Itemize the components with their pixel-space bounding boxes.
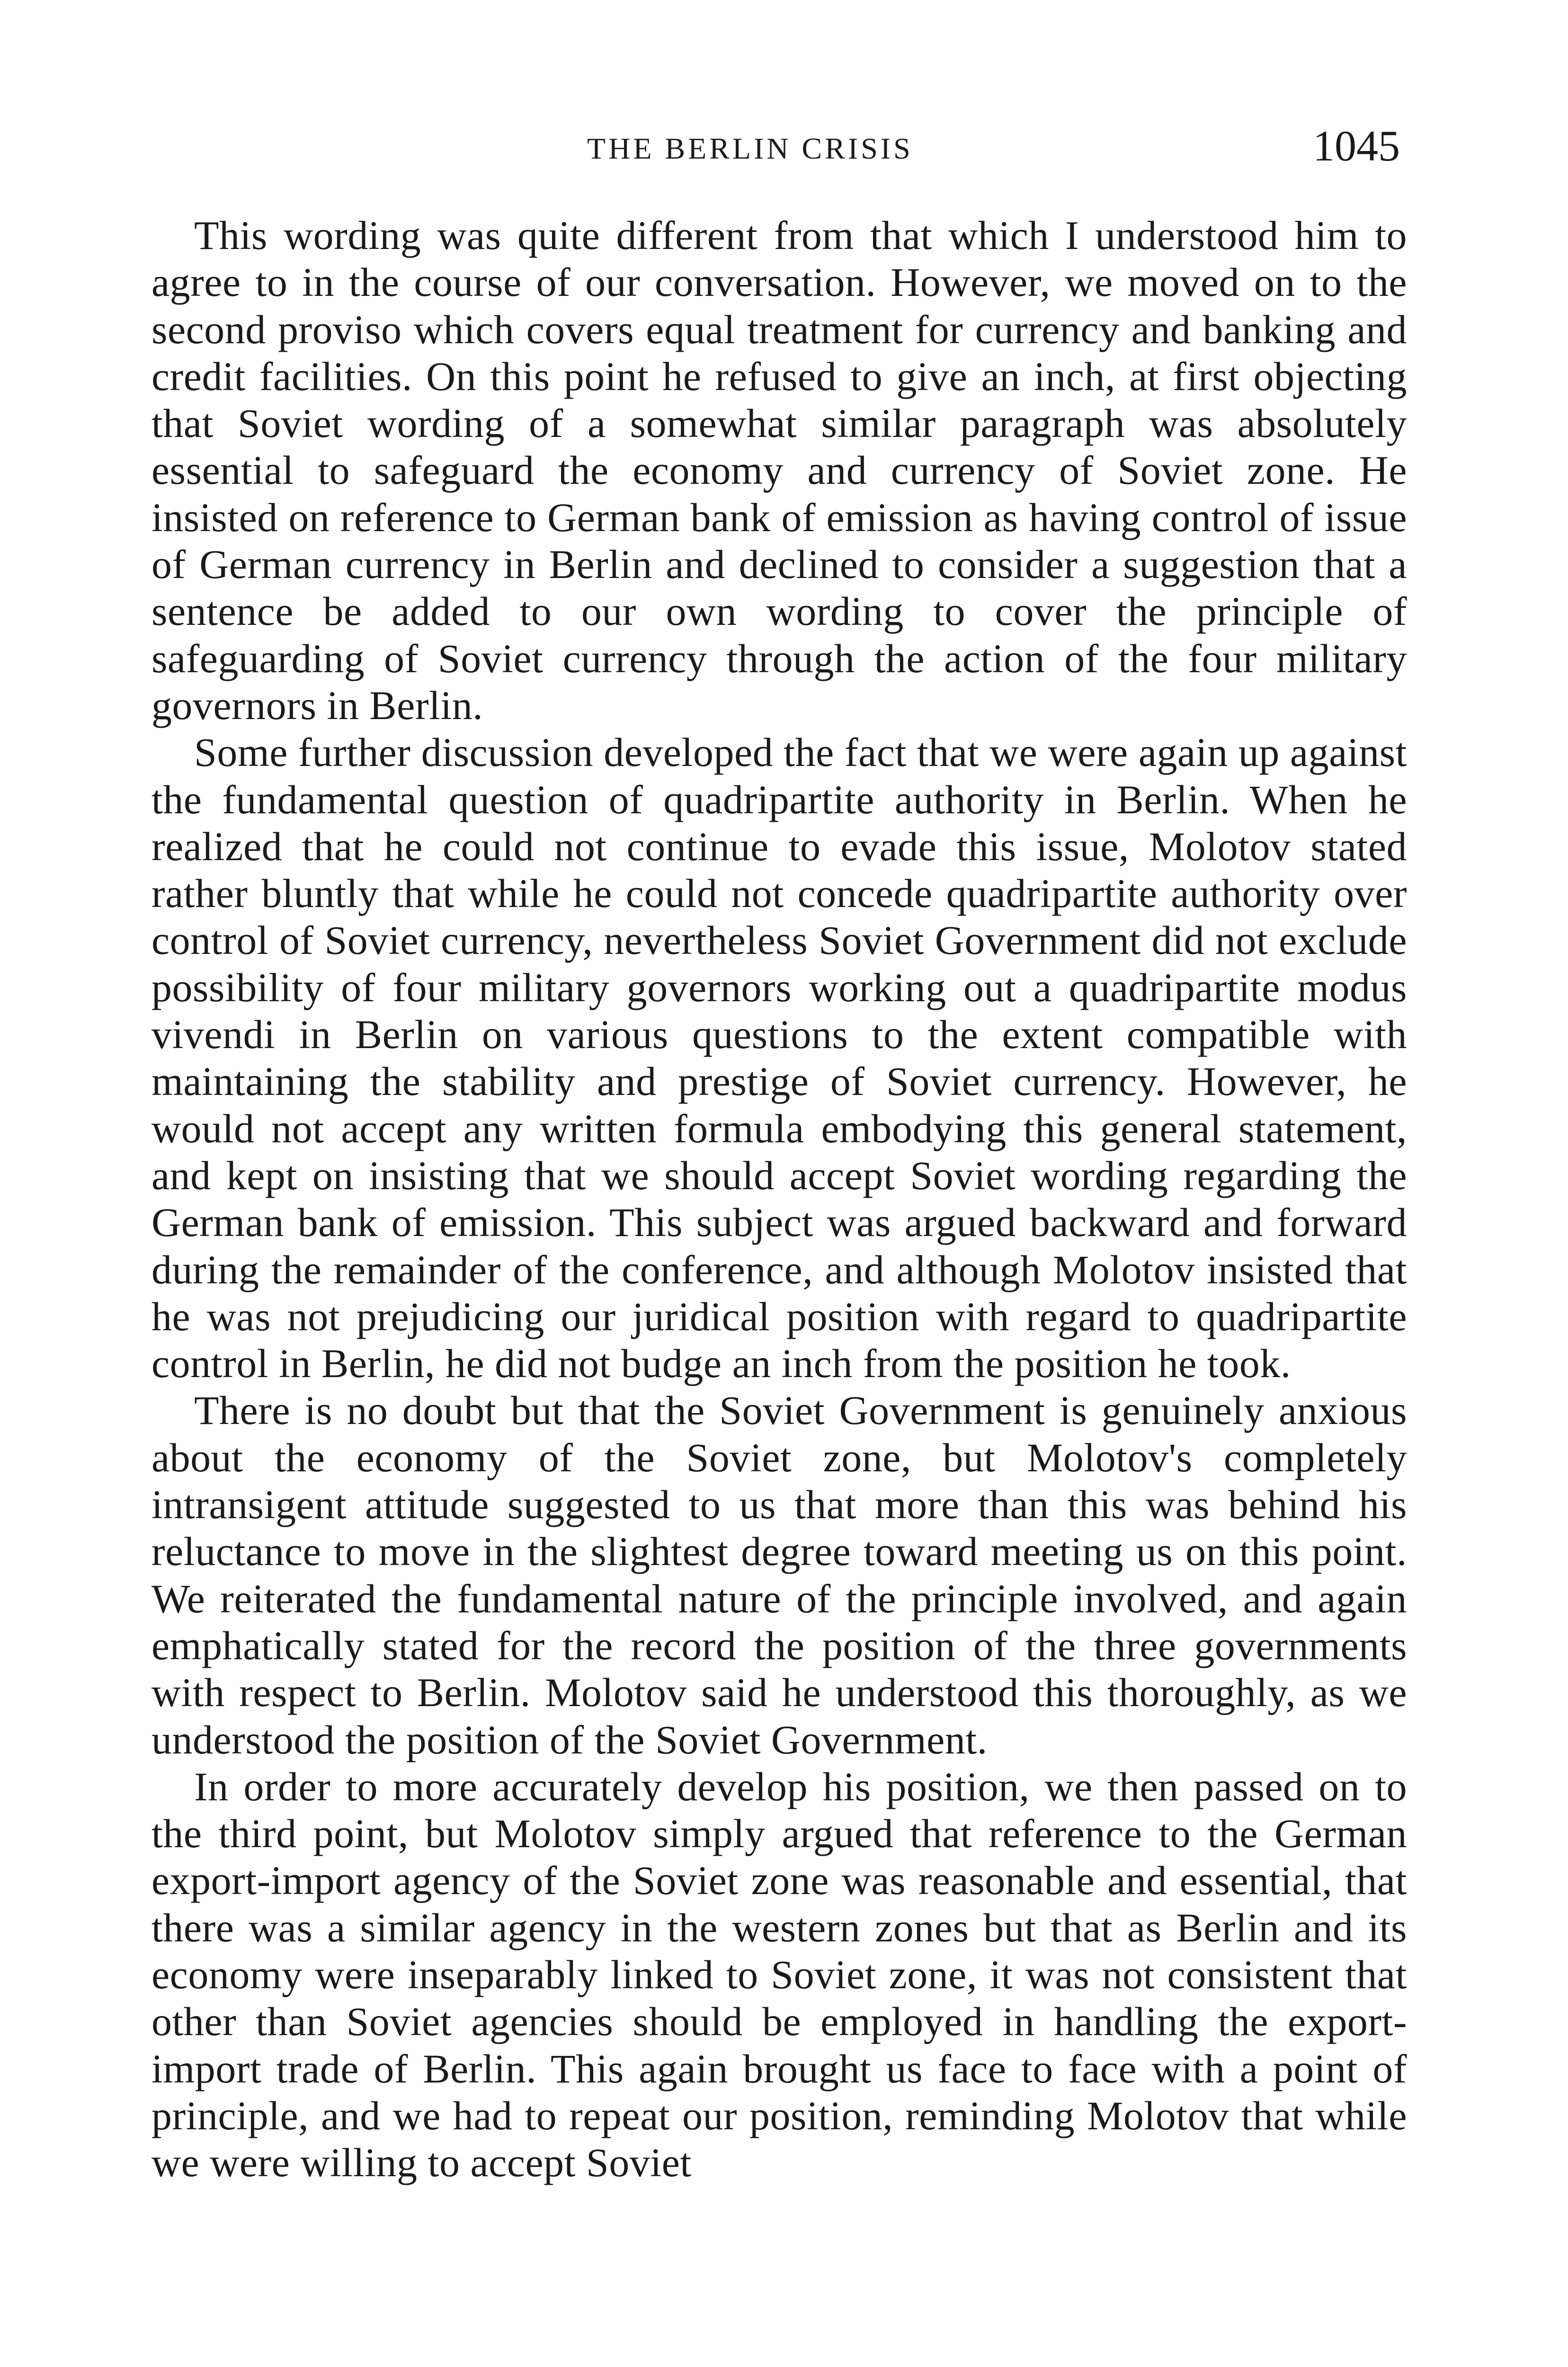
paragraph-1: This wording was quite different from that which I understood him to agree to in the course of our conversation. However, we moved on to the second proviso which covers equal treatment for currency and banking and credit facilities. On this point he refused to give an inch, at first objecting that Soviet wording of a somewhat similar paragraph was absolutely essential to safeguard the economy and currency of Soviet zone. He insisted on reference to German bank of emission as having control of issue of German currency in Berlin and declined to consider a suggestion that a sentence be added to our own wording to cover the principle of safeguarding of Soviet currency through the action of the four military governors in Berlin. (151, 213, 1407, 728)
body-text (151, 212, 1407, 2186)
paragraph-4: In order to more accurately develop his position, we then passed on to the third point, but Molotov simply argued that reference to the German export-import agency of the Soviet zone was reasonable and essential, that there was a similar agency in the western zones but that as Berlin and its economy were inseparably linked to Soviet zone, it was not consistent that other than Soviet agencies should be employed in handling the export-import trade of Berlin. This again brought us face to face with a point of principle, and we had to repeat our position, reminding Molotov that while we were willing to accept Soviet (151, 1763, 1407, 2186)
page-number: 1045 (1313, 122, 1400, 170)
running-head-title: THE BERLIN CRISIS (587, 132, 913, 165)
paragraph-3: There is no doubt but that the Soviet Government is genuinely anxious about the economy of the Soviet zone, but Molotov's completely intransigent attitude suggested to us that more than this was behind his reluctance to move in the slightest degree toward meeting us on this point. We reiterated the fundamental nature of the principle involved, and again emphatically stated for the record the position of the three governments with respect to Berlin. Molotov said he understood this thoroughly, as we understood the position of the Soviet Government. (151, 1388, 1407, 1762)
paragraph-2: Some further discussion developed the fact that we were again up against the fundamental question of quadripartite authority in Berlin. When he realized that he could not continue to evade this issue, Molotov stated rather bluntly that while he could not concede quadripartite authority over control of Soviet currency, nevertheless Soviet Government did not exclude possibility of four military governors working out a quadripartite modus vivendi in Berlin on various questions to the extent compatible with maintaining the stability and prestige of Soviet currency. However, he would not accept any written formula embodying this general statement, and kept on insisting that we should accept Soviet wording regarding the German bank of emission. This subject was argued backward and forward during the remainder of the conference, and although Molotov insisted that he was not prejudicing our juridical position with regard to quadripartite control in Berlin, he did not budge an inch from the position he took. (151, 730, 1407, 1387)
